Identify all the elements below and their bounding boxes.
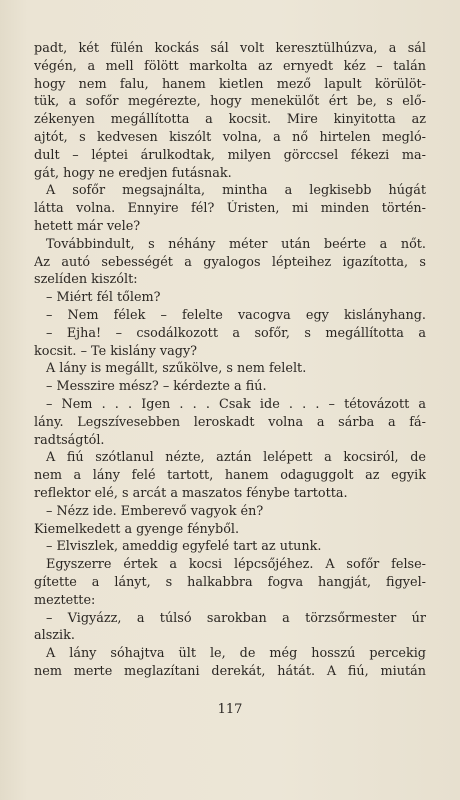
text-line: A sofőr megsajnálta, mintha a legkisebb húgát <box>46 183 426 199</box>
text-line: padt, két fülén kockás sál volt keresztülhúzva, a sál <box>34 41 426 56</box>
text-line: Az autó sebességét a gyalogos lépteihez igazította, s <box>34 254 426 270</box>
text-line: kocsit. – Te kislány vagy? <box>34 343 198 359</box>
text-line: szelíden kiszólt: <box>34 272 138 288</box>
text-line: nem merte meglazítani derekát, hátát. A fiú, miután <box>34 663 426 679</box>
text-line: – Messzire mész? – kérdezte a fiú. <box>46 379 267 395</box>
text-line: A lány sóhajtva ült le, de még hosszú percekig <box>46 646 426 662</box>
text-line: – Vigyázz, a túlsó sarokban a törzsőrmester úr <box>46 610 426 626</box>
text-line: lány. Legszívesebben leroskadt volna a sárba a fá- <box>34 414 426 430</box>
text-line: – Ejha! – csodálkozott a sofőr, s megállította a <box>46 325 426 341</box>
text-line: Egyszerre értek a kocsi lépcsőjéhez. A sofőr felse- <box>46 557 426 573</box>
page-number: 117 <box>217 702 243 717</box>
text-line: gát, hogy ne eredjen futásnak. <box>34 165 232 181</box>
text-line: Kiemelkedett a gyenge fényből. <box>34 521 240 537</box>
text-line: A fiú szótlanul nézte, aztán lelépett a kocsiról, de <box>46 450 426 466</box>
text-line: radtságtól. <box>34 432 105 448</box>
text-line: végén, a mell fölött markolta az ernyedt kéz – talán <box>34 58 426 74</box>
text-line: gítette a lányt, s halkabbra fogva hangját, figyel- <box>34 574 426 590</box>
text-line: nem a lány felé tartott, hanem odaguggolt az egyik <box>34 468 426 484</box>
text-line: alszik. <box>34 628 75 644</box>
text-line: ajtót, s kedvesen kiszólt volna, a nő hirtelen megló- <box>34 129 426 145</box>
text-line: – Nézz ide. Emberevő vagyok én? <box>46 503 264 519</box>
text-line: hetett már vele? <box>34 218 141 234</box>
text-line: Továbbindult, s néhány méter után beérte a nőt. <box>46 236 426 252</box>
text-line: – Miért fél tőlem? <box>46 290 161 306</box>
text-line: dult – léptei árulkodtak, milyen görccsel fékezi ma- <box>34 147 426 163</box>
text-line: látta volna. Ennyire fél? Úristen, mi minden történ- <box>34 201 426 217</box>
text-line: tük, a sofőr megérezte, hogy menekülőt ért be, s elő- <box>34 94 426 110</box>
text-line: – Nem félek – felelte vacogva egy kislányhang. <box>46 307 426 323</box>
text-line: A lány is megállt, szűkölve, s nem felelt. <box>46 361 307 377</box>
text-line: hogy nem falu, hanem kietlen mező lapult körülöt- <box>34 76 426 92</box>
text-line: zékenyen megállította a kocsit. Mire kinyitotta az <box>34 112 426 128</box>
text-line: reflektor elé, s arcát a maszatos fénybe tartotta. <box>34 485 348 501</box>
text-line: meztette: <box>34 592 96 608</box>
body-text <box>34 40 426 681</box>
text-line: – Elviszlek, ameddig egyfelé tart az utunk. <box>46 539 322 555</box>
text-line: – Nem . . . Igen . . . Csak ide . . . – tétovázott a <box>46 396 426 412</box>
